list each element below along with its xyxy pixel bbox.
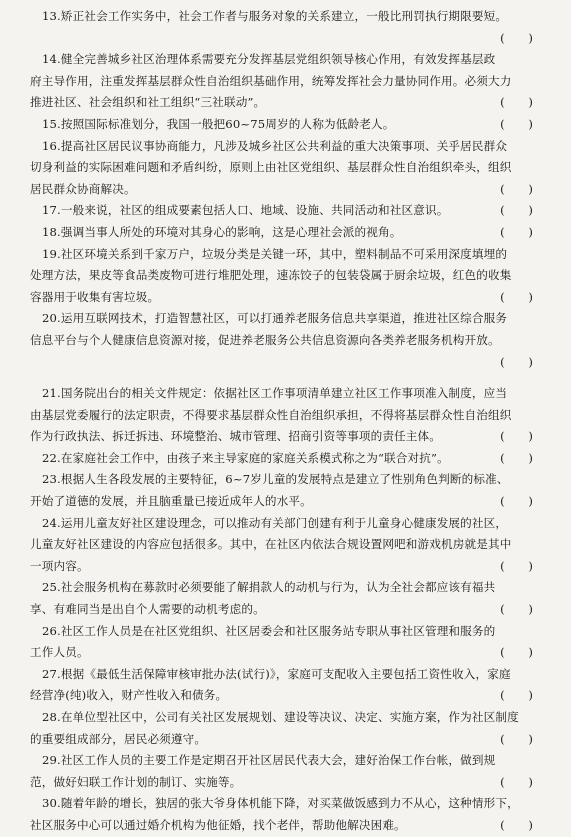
question-text-line: 19.社区环境关系到千家万户，垃圾分类是关键一环，其中，塑料制品不可采用深度填埋的: [42, 246, 508, 261]
answer-blank[interactable]: ( ): [500, 817, 533, 832]
question-text-line: 切身利益的实际困难问题和矛盾纠纷，原则上由社区党组织、基层群众性自治组织牵头，组织: [30, 160, 512, 175]
question-text-line: 27.根据《最低生活保障审核审批办法(试行)》，家庭可支配收入主要包括工资性收入，家庭: [42, 666, 511, 681]
answer-blank[interactable]: ( ): [500, 602, 533, 617]
question-text: 开始了道德的发展，并且脑重量已接近成年人的水平。: [30, 494, 312, 509]
question-item: [30, 448, 537, 470]
question-text-line: 25.社会服务机构在募款时必须要能了解捐款人的动机与行为，认为全社会都应该有福共: [42, 580, 496, 595]
answer-blank[interactable]: ( ): [500, 774, 533, 789]
question-item: [30, 621, 537, 664]
answer-blank[interactable]: ( ): [500, 688, 533, 703]
question-text: 工作人员。: [30, 645, 89, 660]
question-text: 享、有难同当是出自个人需要的动机考虑的。: [30, 602, 265, 617]
answer-blank[interactable]: ( ): [500, 645, 533, 660]
question-text-line: 20.运用互联网技术，打造智慧社区，可以打通养老服务信息共享渠道，推进社区综合服务: [42, 311, 508, 326]
spacer: [30, 373, 537, 383]
question-text-line: 14.健全完善城乡社区治理体系需要充分发挥基层党组织领导核心作用，有效发挥基层政: [42, 52, 496, 67]
question-text-line: [30, 556, 537, 578]
question-text-line: [30, 287, 537, 309]
answer-blank[interactable]: ( ): [500, 203, 533, 218]
question-text-line: [30, 642, 537, 664]
question-text: 一项内容。: [30, 558, 89, 573]
question-text: 18.强调当事人所处的环境对其身心的影响，这是心理社会派的视角。: [42, 224, 402, 239]
answer-blank[interactable]: ( ): [500, 95, 533, 110]
question-text-line: 处理方法，果皮等食品类废物可进行堆肥处理，速冻饺子的包装袋属于厨余垃圾，红色的收集: [30, 268, 512, 283]
question-text-line: [30, 114, 537, 136]
question-text-line: 由基层党委履行的法定职责，不得要求基层群众性自治组织承担，不得将基层群众性自治组织: [30, 407, 512, 422]
question-text-line: 13.矫正社会工作实务中，社会工作者与服务对象的关系建立，一般比刑罚执行期限要短。: [42, 9, 508, 23]
question-text: 22.在家庭社会工作中，由孩子来主导家庭的家庭关系模式称之为“联合对抗”。: [42, 450, 449, 465]
question-text: 社区服务中心可以通过婚介机构为他征婚，找个老伴，帮助他解决困难。: [30, 817, 406, 832]
question-text: 经营净(纯)收入，财产性收入和债务。: [30, 688, 228, 703]
answer-blank[interactable]: ( ): [500, 354, 533, 369]
question-text-line: [30, 815, 537, 837]
question-item: [30, 664, 537, 707]
question-text-line: 29.社区工作人员的主要工作是定期召开社区居民代表大会，建好治保工作台帐，做到规: [42, 753, 496, 768]
question-item: [30, 469, 537, 512]
question-text-line: [30, 222, 537, 244]
answer-blank[interactable]: ( ): [500, 181, 533, 196]
question-item: [30, 200, 537, 222]
question-item: [30, 308, 537, 373]
question-item: [30, 577, 537, 620]
question-item: [30, 136, 537, 201]
question-text-line: [30, 179, 537, 201]
question-text: 容器用于收集有害垃圾。: [30, 289, 160, 304]
question-text: 17.一般来说，社区的组成要素包括人口、地域、设施、共同活动和社区意识。: [42, 203, 449, 218]
answer-blank[interactable]: ( ): [500, 30, 533, 45]
question-text-line: [30, 426, 537, 448]
answer-blank[interactable]: ( ): [500, 224, 533, 239]
question-text-line: [30, 92, 537, 114]
question-text-line: [30, 729, 537, 751]
question-text-line: 30.随着年龄的增长，独居的张大爷身体机能下降，对买菜做饭感到力不从心，这种情形下，: [42, 796, 519, 811]
answer-blank[interactable]: ( ): [500, 116, 533, 131]
question-text-line: 24.运用儿童友好社区建设理念，可以推动有关部门创建有利于儿童身心健康发展的社区，: [42, 515, 508, 530]
question-text: 居民群众协商解决。: [30, 181, 136, 196]
question-text-line: 28.在单位型社区中，公司有关社区发展规划、建设等决议、决定、实施方案，作为社区制度: [42, 710, 519, 724]
question-text: 作为行政执法、拆迁拆违、环境整治、城市管理、招商引资等事项的责任主体。: [30, 429, 442, 444]
question-item: [30, 793, 537, 836]
question-item: [30, 114, 537, 136]
question-text: 范，做好妇联工作计划的制订、实施等。: [30, 774, 242, 789]
answer-blank[interactable]: ( ): [500, 494, 533, 509]
question-text-line: [30, 685, 537, 707]
question-item: [30, 49, 537, 114]
question-item: [30, 707, 537, 750]
question-text-line: 26.社区工作人员是在社区党组织、社区居委会和社区服务站专职从事社区管理和服务的: [42, 623, 496, 638]
question-item: [30, 6, 537, 49]
question-text: 的重要组成部分，居民必须遵守。: [30, 731, 207, 746]
question-text-line: 16.提高社区居民议事协商能力，凡涉及城乡社区公共利益的重大决策事项、关乎居民群众: [42, 138, 508, 153]
question-item: [30, 383, 537, 448]
answer-blank[interactable]: ( ): [500, 558, 533, 573]
question-text-line: [30, 200, 537, 222]
answer-blank[interactable]: ( ): [500, 450, 533, 465]
question-item: [30, 244, 537, 309]
question-text-line: 府主导作用，注重发挥基层群众性自治组织基础作用，统筹发挥社会力量协同作用。必须大力: [30, 73, 512, 88]
question-text-line: [30, 772, 537, 794]
question-text-line: [30, 448, 537, 470]
question-text-line: [30, 491, 537, 513]
question-text-line: [30, 599, 537, 621]
question-text-line: 21.国务院出台的相关文件规定：依据社区工作事项清单建立社区工作事项准入制度，应当: [42, 386, 508, 401]
question-text-line: 23.根据人生各段发展的主要特征，6~7岁儿童的发展特点是建立了性别角色判断的标准、: [42, 472, 509, 487]
question-item: [30, 750, 537, 793]
question-text-line: 儿童友好社区建设的内容应包括很多。其中，在社区内依法合规设置网吧和游戏机房就是其中: [30, 537, 512, 552]
answer-blank[interactable]: ( ): [500, 429, 533, 444]
answer-blank[interactable]: ( ): [500, 731, 533, 746]
question-text: 15.按照国际标准划分，我国一般把60~75周岁的人称为低龄老人。: [42, 116, 395, 131]
question-text-line: 信息平台与个人健康信息资源对接，促进养老服务公共信息资源向各类养老服务机构开放。: [30, 332, 500, 347]
question-item: [30, 513, 537, 578]
answer-blank[interactable]: ( ): [500, 289, 533, 304]
question-text: 推进社区、社会组织和社工组织“三社联动”。: [30, 95, 266, 110]
question-item: [30, 222, 537, 244]
